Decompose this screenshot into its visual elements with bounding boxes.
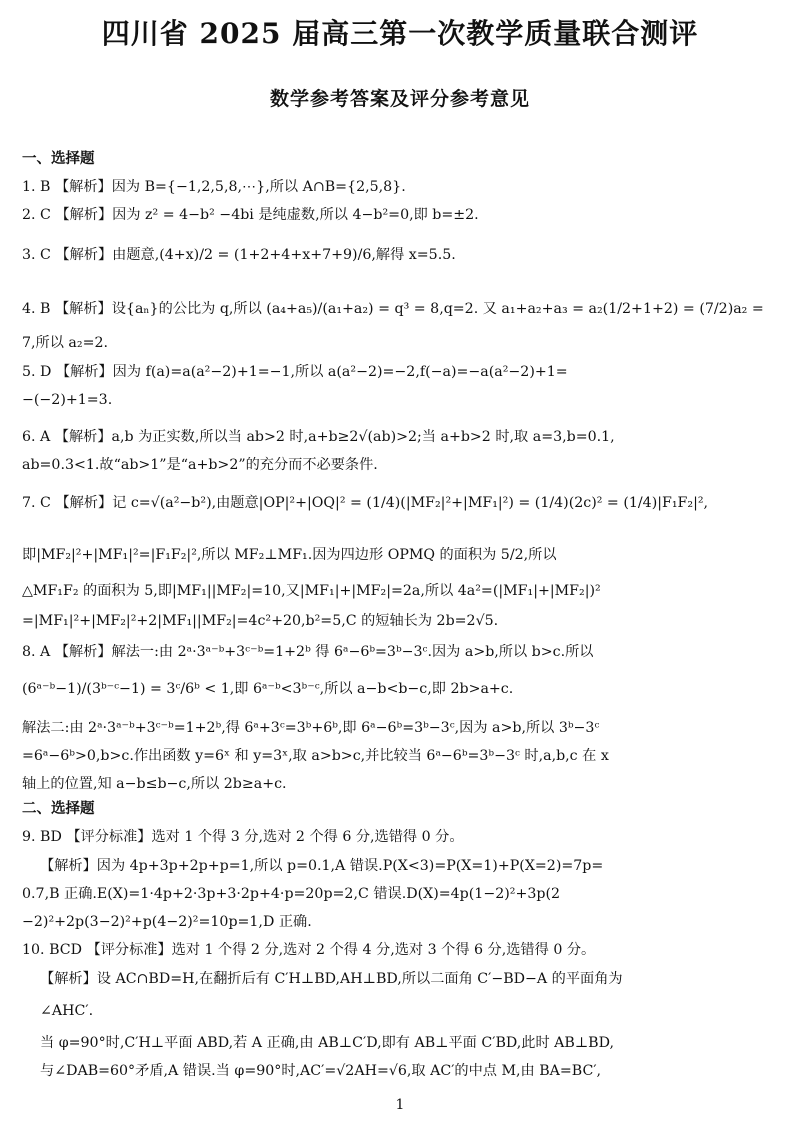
section-heading: 二、选择题 [22, 800, 95, 817]
answer-line: =|MF₁|²+|MF₂|²+2|MF₁||MF₂|=4c²+20,b²=5,C 的短轴长为 2b=2√5. [22, 613, 499, 629]
answer-line: 解法二:由 2ᵃ·3ᵃ⁻ᵇ+3ᶜ⁻ᵇ=1+2ᵇ,得 6ᵃ+3ᶜ=3ᵇ+6ᵇ,即 6ᵃ−6ᵇ=3ᵇ−3ᶜ,因为 a>b,所以 3ᵇ−3ᶜ [22, 720, 600, 736]
answer-line: −(−2)+1=3. [22, 392, 113, 408]
answer-line: =6ᵃ−6ᵇ>0,b>c.作出函数 y=6ˣ 和 y=3ˣ,取 a>b>c,并比较当 6ᵃ−6ᵇ=3ᵇ−3ᶜ 时,a,b,c 在 x [22, 748, 609, 764]
answer-line: (6ᵃ⁻ᵇ−1)/(3ᵇ⁻ᶜ−1) = 3ᶜ/6ᵇ < 1,即 6ᵃ⁻ᵇ<3ᵇ⁻ᶜ,所以 a−b<b−c,即 2b>a+c. [22, 681, 514, 697]
answer-line: ∠AHC′. [40, 1003, 94, 1019]
page-number: 1 [395, 1097, 405, 1113]
answer-line: 4. B 【解析】设{aₙ}的公比为 q,所以 (a₄+a₅)/(a₁+a₂) = q³ = 8,q=2. 又 a₁+a₂+a₃ = a₂(1/2+1+2) = (7/2)a₂ = [22, 301, 764, 317]
answer-line: 7. C 【解析】记 c=√(a²−b²),由题意|OP|²+|OQ|² = (1/4)(|MF₂|²+|MF₁|²) = (1/4)(2c)² = (1/4)|F₁F₂|², [22, 495, 709, 511]
section-heading: 一、选择题 [22, 150, 95, 167]
answer-line: 9. BD 【评分标准】选对 1 个得 3 分,选对 2 个得 6 分,选错得 0 分。 [22, 829, 464, 845]
answer-line: 10. BCD 【评分标准】选对 1 个得 2 分,选对 2 个得 4 分,选对 3 个得 6 分,选错得 0 分。 [22, 942, 596, 958]
answer-line: 5. D 【解析】因为 f(a)=a(a²−2)+1=−1,所以 a(a²−2)=−2,f(−a)=−a(a²−2)+1= [22, 364, 568, 380]
page-subtitle: 数学参考答案及评分参考意见 [269, 88, 530, 110]
answer-line: 0.7,B 正确.E(X)=1·4p+2·3p+3·2p+4·p=20p=2,C 错误.D(X)=4p(1−2)²+3p(2 [22, 886, 561, 902]
answer-line: 轴上的位置,知 a−b≤b−c,所以 2b≥a+c. [22, 776, 287, 792]
answer-line: ab=0.3<1.故“ab>1”是“a+b>2”的充分而不必要条件. [22, 457, 378, 473]
answer-line: 【解析】设 AC∩BD=H,在翻折后有 C′H⊥BD,AH⊥BD,所以二面角 C′−BD−A 的平面角为 [40, 971, 623, 987]
answer-line: 【解析】因为 4p+3p+2p+p=1,所以 p=0.1,A 错误.P(X<3)=P(X=1)+P(X=2)=7p= [40, 858, 604, 874]
page-title: 四川省 2025 届高三第一次教学质量联合测评 [101, 17, 699, 50]
answer-line: 当 φ=90°时,C′H⊥平面 ABD,若 A 正确,由 AB⊥C′D,即有 AB⊥平面 C′BD,此时 AB⊥BD, [40, 1035, 614, 1051]
answer-line: 1. B 【解析】因为 B={−1,2,5,8,⋯},所以 A∩B={2,5,8}. [22, 179, 406, 195]
answer-line: 3. C 【解析】由题意,(4+x)/2 = (1+2+4+x+7+9)/6,解得 x=5.5. [22, 247, 456, 263]
answer-line: 7,所以 a₂=2. [22, 335, 108, 351]
answer-line: 6. A 【解析】a,b 为正实数,所以当 ab>2 时,a+b≥2√(ab)>2;当 a+b>2 时,取 a=3,b=0.1, [22, 429, 615, 445]
answer-line: 8. A 【解析】解法一:由 2ᵃ·3ᵃ⁻ᵇ+3ᶜ⁻ᵇ=1+2ᵇ 得 6ᵃ−6ᵇ=3ᵇ−3ᶜ.因为 a>b,所以 b>c.所以 [22, 644, 594, 660]
answer-line: −2)²+2p(3−2)²+p(4−2)²=10p=1,D 正确. [22, 914, 312, 930]
answer-line: 与∠DAB=60°矛盾,A 错误.当 φ=90°时,AC′=√2AH=√6,取 AC′的中点 M,由 BA=BC′, [40, 1063, 602, 1079]
answer-line: 即|MF₂|²+|MF₁|²=|F₁F₂|²,所以 MF₂⊥MF₁.因为四边形 OPMQ 的面积为 5/2,所以 [22, 547, 557, 563]
answer-line: 2. C 【解析】因为 z² = 4−b² −4bi 是纯虚数,所以 4−b²=0,即 b=±2. [22, 207, 479, 223]
answer-line: △MF₁F₂ 的面积为 5,即|MF₁||MF₂|=10,又|MF₁|+|MF₂|=2a,所以 4a²=(|MF₁|+|MF₂|)² [22, 583, 601, 599]
